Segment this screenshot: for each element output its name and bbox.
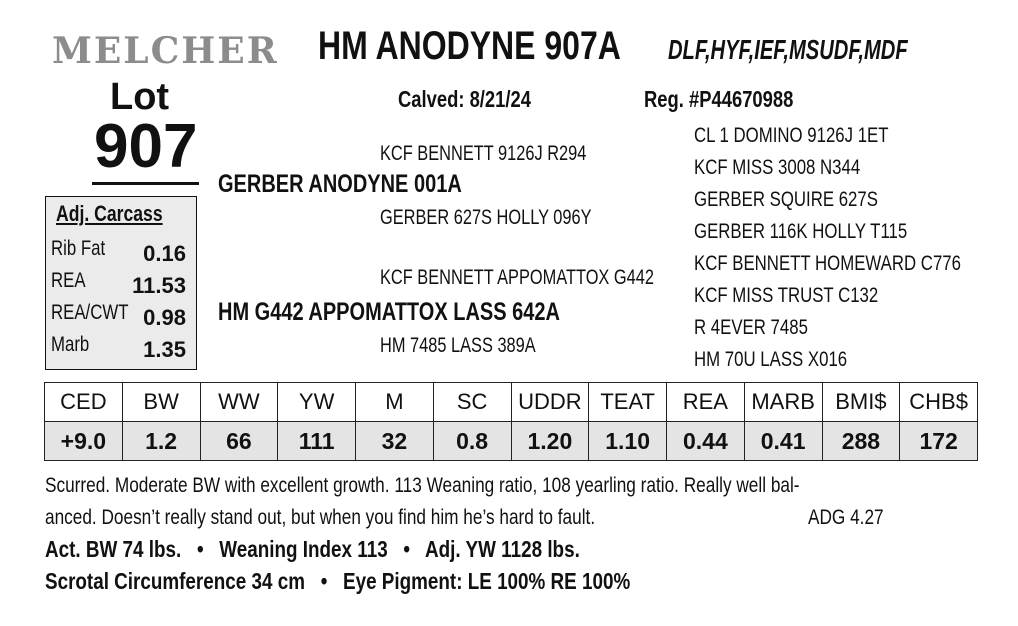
carcass-label: Marb [51,333,90,356]
pedigree-dam: HM G442 APPOMATTOX LASS 642A [218,298,560,326]
carcass-label: REA/CWT [51,301,129,324]
pedigree-great-grandparent: KCF BENNETT HOMEWARD C776 [694,252,961,275]
epd-header: YW [278,383,356,422]
epd-table [44,382,978,461]
lot-label: Lot [110,76,170,118]
epd-header: MARB [744,383,822,422]
epd-value: +9.0 [45,422,123,461]
epd-header: REA [667,383,745,422]
epd-value: 32 [356,422,434,461]
pedigree-great-grandparent: KCF MISS TRUST C132 [694,284,879,307]
pedigree-sire-dam: GERBER 627S HOLLY 096Y [380,206,592,229]
adg-value: ADG 4.27 [808,506,884,529]
epd-header: BW [122,383,200,422]
genetic-status: DLF,HYF,IEF,MSUDF,MDF [668,34,908,65]
carcass-heading: Adj. Carcass [56,201,163,226]
epd-value: 288 [822,422,900,461]
carcass-value: 0.16 [143,241,186,266]
pedigree-dam-dam: HM 7485 LASS 389A [380,334,536,357]
epd-header: SC [433,383,511,422]
registration-number: Reg. #P44670988 [644,86,794,112]
carcass-box [45,196,197,370]
epd-value: 1.20 [511,422,589,461]
epd-header: TEAT [589,383,667,422]
pedigree-great-grandparent: HM 70U LASS X016 [694,348,848,371]
lot-number: 907 [92,116,199,185]
animal-name: HM ANODYNE 907A [318,24,621,68]
epd-value: 0.41 [744,422,822,461]
epd-header: WW [200,383,278,422]
carcass-value: 0.98 [143,305,186,330]
carcass-label: REA [51,269,86,292]
carcass-value: 11.53 [132,273,186,298]
pedigree-great-grandparent: KCF MISS 3008 N344 [694,156,861,179]
epd-header: UDDR [511,383,589,422]
comment-line: Scurred. Moderate BW with excellent growth. 113 Weaning ratio, 108 yearling ratio. Really well bal- [45,474,800,497]
ranch-logo: MELCHER [52,30,279,72]
epd-value: 1.10 [589,422,667,461]
epd-value: 0.8 [433,422,511,461]
epd-value: 172 [900,422,978,461]
epd-value-row [45,422,978,461]
epd-header: BMI$ [822,383,900,422]
pedigree-sire-sire: KCF BENNETT 9126J R294 [380,142,587,165]
pedigree-great-grandparent: GERBER SQUIRE 627S [694,188,878,211]
epd-header: CED [45,383,123,422]
carcass-value: 1.35 [143,337,186,362]
calved-date: Calved: 8/21/24 [398,86,531,112]
epd-value: 1.2 [122,422,200,461]
comment-line: anced. Doesn’t really stand out, but when you find him he’s hard to fault. [45,506,596,529]
performance-line: Scrotal Circumference 34 cm • Eye Pigment: LE 100% RE 100% [45,568,631,594]
performance-line: Act. BW 74 lbs. • Weaning Index 113 • Adj. YW 1128 lbs. [45,536,580,562]
epd-value: 111 [278,422,356,461]
epd-header-row [45,383,978,422]
epd-header: M [356,383,434,422]
pedigree-sire: GERBER ANODYNE 001A [218,170,462,198]
pedigree-dam-sire: KCF BENNETT APPOMATTOX G442 [380,266,654,289]
pedigree-great-grandparent: GERBER 116K HOLLY T115 [694,220,908,243]
epd-value: 66 [200,422,278,461]
carcass-label: Rib Fat [51,237,106,260]
epd-header: CHB$ [900,383,978,422]
pedigree-great-grandparent: CL 1 DOMINO 9126J 1ET [694,124,889,147]
epd-value: 0.44 [667,422,745,461]
pedigree-great-grandparent: R 4EVER 7485 [694,316,808,339]
